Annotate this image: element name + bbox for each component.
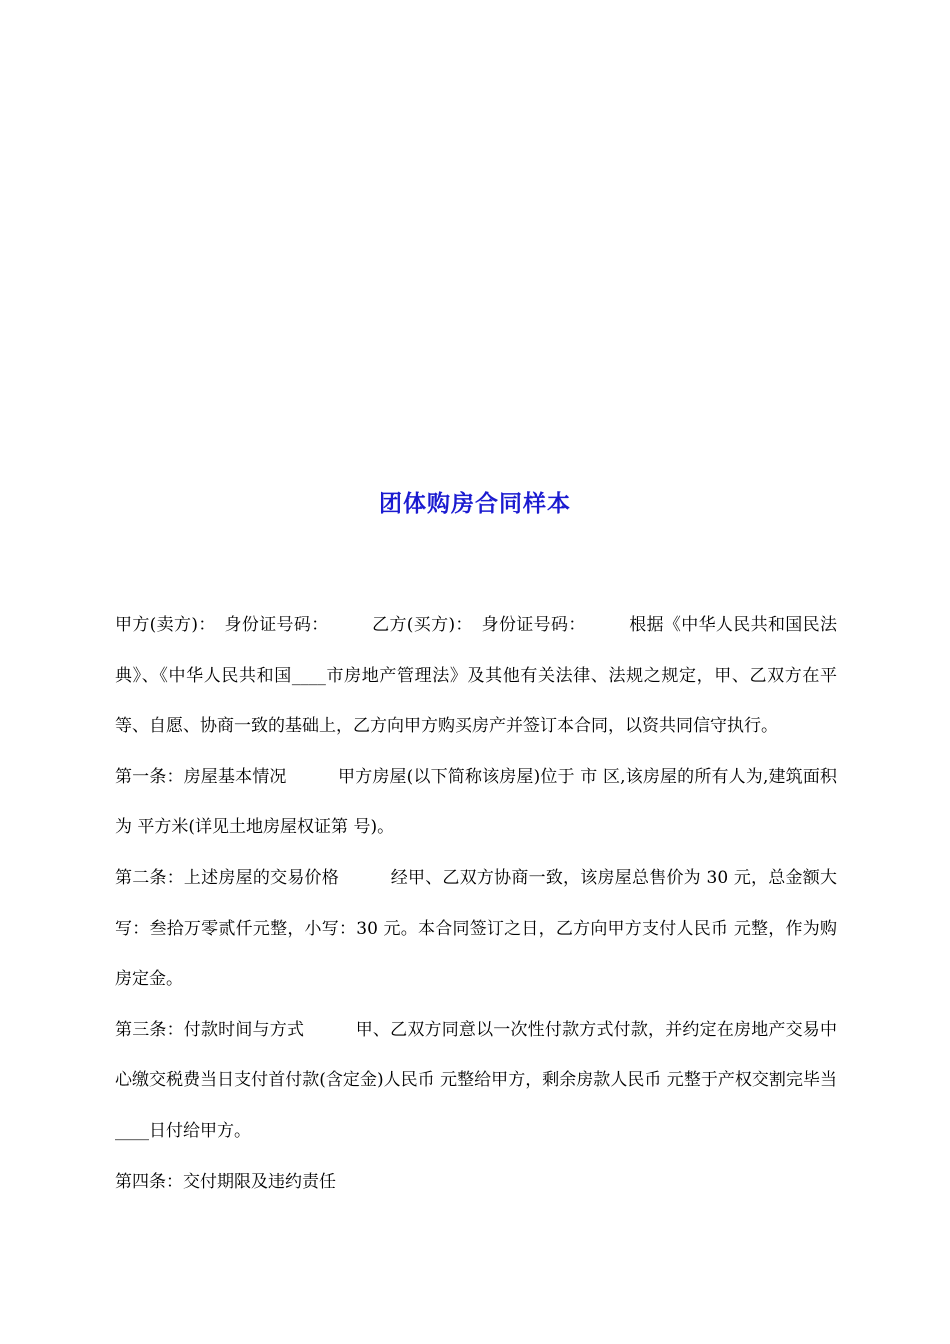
paragraph-article-2: 第二条：上述房屋的交易价格 经甲、乙双方协商一致，该房屋总售价为 30 元，总金额大写：叁拾万零贰仟元整，小写：30 元。本合同签订之日，乙方向甲方支付人民币 元整，作为购房定金。 bbox=[115, 867, 837, 990]
paragraph-article-4-heading: 第四条：交付期限及违约责任 bbox=[115, 1171, 336, 1192]
document-title: 团体购房合同样本 bbox=[379, 491, 571, 517]
contract-body bbox=[115, 600, 837, 1207]
paragraph-article-1: 第一条：房屋基本情况 甲方房屋(以下简称该房屋)位于 市 区,该房屋的所有人为,建筑面积为 平方米(详见土地房屋权证第 号)。 bbox=[115, 766, 837, 838]
paragraph-parties-preamble: 甲方(卖方)： 身份证号码： 乙方(买方)： 身份证号码： 根据《中华人民共和国民法典》、《中华人民共和国____市房地产管理法》及其他有关法律、法规之规定，甲、乙双方在平等、自愿、协商一致的基础上，乙方向甲方购买房产并签订本合同，以资共同信守执行。 bbox=[115, 615, 837, 737]
paragraph-article-3: 第三条：付款时间与方式 甲、乙双方同意以一次性付款方式付款，并约定在房地产交易中心缴交税费当日支付首付款(含定金)人民币 元整给甲方，剩余房款人民币 元整于产权交割完毕当____日付给甲方。 bbox=[115, 1019, 837, 1141]
